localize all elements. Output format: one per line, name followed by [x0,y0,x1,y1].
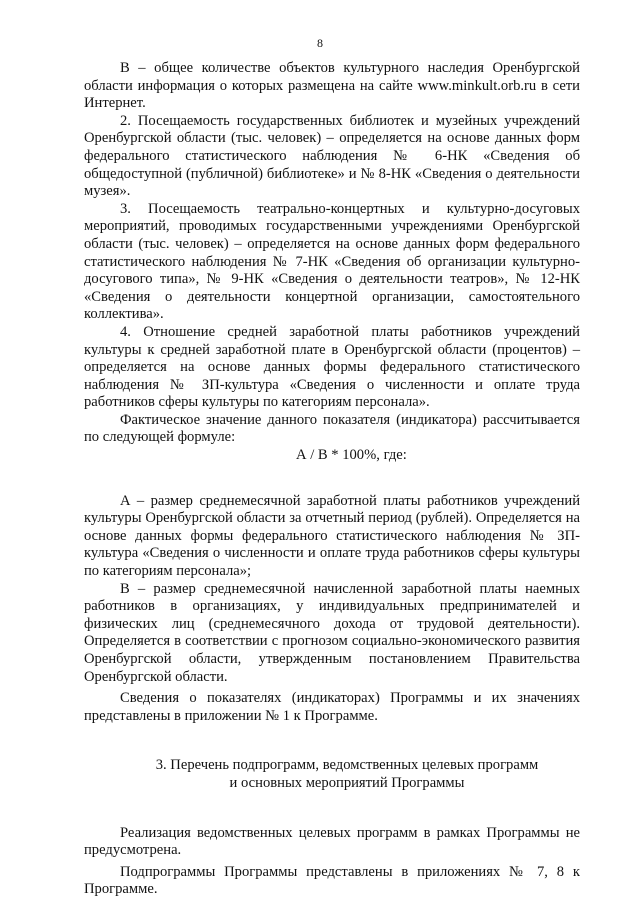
formula: А / В * 100%, где: [296,447,407,464]
paragraph-concert-leisure-attendance: 3. Посещаемость театрально-концертных и культурно-досуговых мероприятий, проводимых государственными учреждениями Оренбургской области (тыс. человек) – определяется на основе данных форм федерального статистического наблюдения № 7-НК «Сведения об организации культурно-досугового типа», № 9-НК «Сведения о деятельности театров», № 12-НК «Сведения о деятельности концертной организации, самостоятельного коллектива». [84,200,580,323]
section-3-heading-line-2: и основных мероприятий Программы [229,774,465,791]
document-body [84,60,580,899]
paragraph-indicator-b-definition: В – общее количестве объектов культурного наследия Оренбургской области информация о которых размещена на сайте www.minkult.orb.ru в сети Интернет. [84,60,580,112]
page-number: 8 [317,36,323,50]
section-3-heading-line-1: 3. Перечень подпрограмм, ведомственных целевых программ [155,757,539,774]
paragraph-departmental-programs: Реализация ведомственных целевых программ в рамках Программы не предусмотрена. [84,824,580,859]
paragraph-library-museum-attendance: 2. Посещаемость государственных библиотек и музейных учреждений Оренбургской области (тыс. человек) – определяется на основе данных форм федерального статистического наблюдения № 6-НК «Сведения об общедоступной (публичной) библиотеке» и № 8-НК «Сведения о деятельности музея». [84,112,580,200]
paragraph-subprograms: Подпрограммы Программы представлены в приложениях № 7, 8 к Программе. [84,863,580,898]
paragraph-salary-ratio: 4. Отношение средней заработной платы работников учреждений культуры к средней заработной плате в Оренбургской области (процентов) – определяется на основе данных формы федерального статистического наблюдения № ЗП-культура «Сведения о численности и оплате труда работников сферы культуры по категориям персонала». [84,323,580,411]
paragraph-variable-a: А – размер среднемесячной заработной платы работников учреждений культуры Оренбургской области за отчетный период (рублей). Определяется на основе данных формы федерального статистического наблюдения № ЗП-культура «Сведения о численности и оплате труда работников сферы культуры по категориям персонала»; [84,492,580,580]
paragraph-variable-b: В – размер среднемесячной начисленной заработной платы наемных работников в организациях, у индивидуальных предпринимателей и физических лиц (среднемесячного дохода от трудовой деятельности). Определяется в соответствии с прогнозом социально-экономического развития Оренбургской области, утвержденным постановлением Правительства Оренбургской области. [84,580,580,685]
section-3-heading [84,757,580,792]
paragraph-indicators-appendix: Сведения о показателях (индикаторах) Программы и их значениях представлены в приложении № 1 к Программе. [84,690,580,724]
paragraph-formula-intro: Фактическое значение данного показателя (индикатора) рассчитывается по следующей формуле: [84,411,580,446]
